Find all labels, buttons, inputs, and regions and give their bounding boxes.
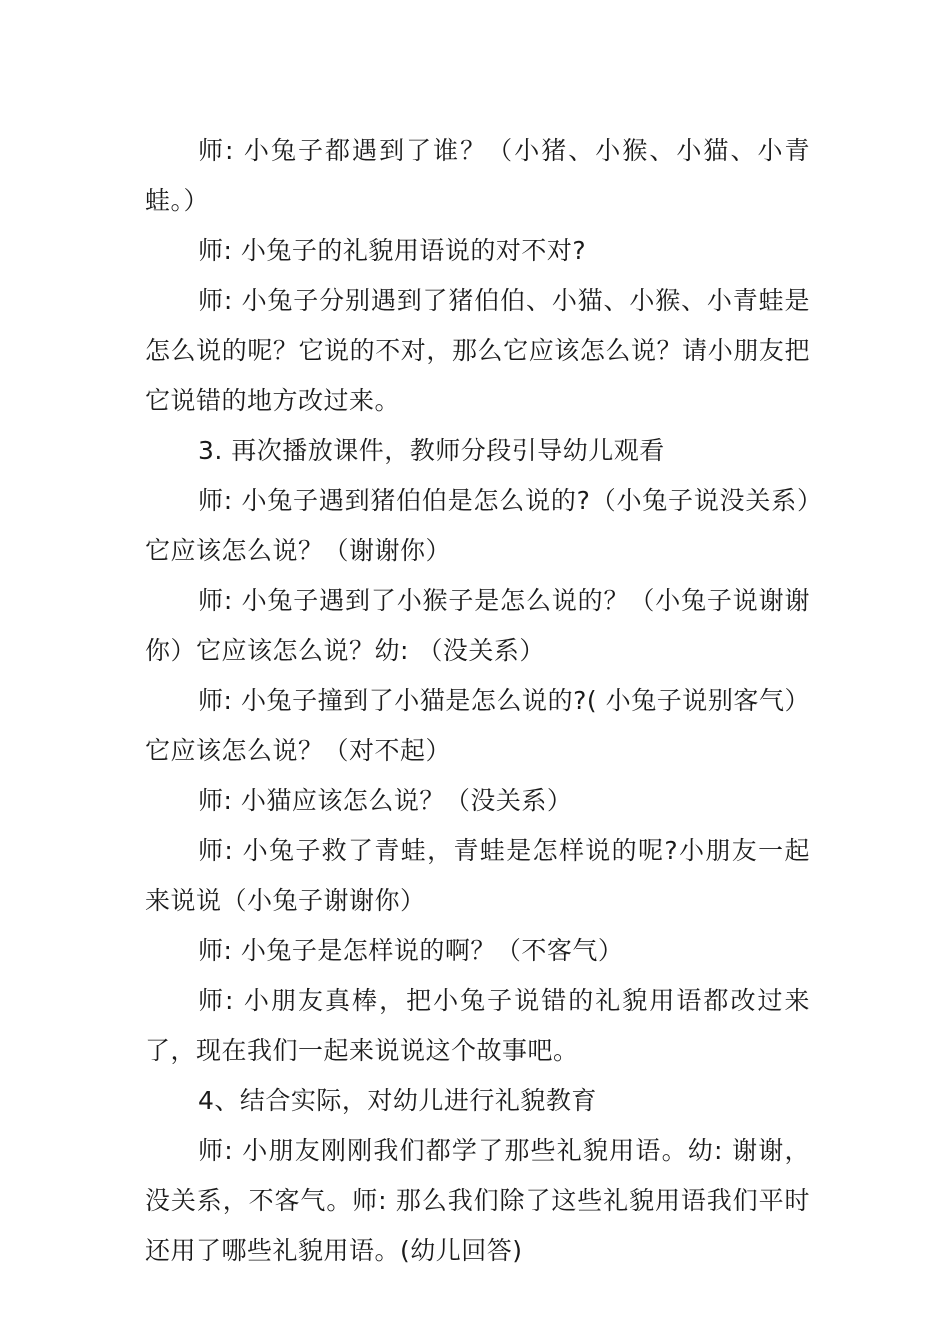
paragraph: 师: 小猫应该怎么说？（没关系） [198, 786, 573, 815]
document-body [145, 126, 810, 1276]
paragraph: 师: 小朋友真棒，把小兔子说错的礼貌用语都改过来了，现在我们一起来说说这个故事吧。 [145, 986, 810, 1065]
section-heading: 3. 再次播放课件，教师分段引导幼儿观看 [198, 436, 665, 465]
paragraph: 师: 小兔子遇到了小猴子是怎么说的？（小兔子说谢谢你）它应该怎么说？幼: （没关系） [145, 586, 810, 665]
paragraph: 师: 小兔子分别遇到了猪伯伯、小猫、小猴、小青蛙是怎么说的呢？它说的不对，那么它应该怎么说？请小朋友把它说错的地方改过来。 [145, 286, 810, 415]
paragraph: 师: 小朋友刚刚我们都学了那些礼貌用语。幼: 谢谢，没关系，不客气。师: 那么我们除了这些礼貌用语我们平时还用了哪些礼貌用语。(幼儿回答) [145, 1136, 810, 1265]
paragraph: 师: 小兔子遇到猪伯伯是怎么说的?（小兔子说没关系）它应该怎么说？（谢谢你） [145, 486, 810, 565]
paragraph: 师: 小兔子是怎样说的啊？（不客气） [198, 936, 624, 965]
paragraph: 师: 小兔子撞到了小猫是怎么说的?( 小兔子说别客气）它应该怎么说？（对不起） [145, 686, 810, 765]
paragraph: 师: 小兔子救了青蛙，青蛙是怎样说的呢?小朋友一起来说说（小兔子谢谢你） [145, 836, 810, 915]
paragraph: 师: 小兔子都遇到了谁？（小猪、小猴、小猫、小青蛙。） [145, 136, 810, 215]
section-heading: 4、结合实际，对幼儿进行礼貌教育 [198, 1086, 597, 1115]
paragraph: 师: 小兔子的礼貌用语说的对不对? [198, 236, 587, 265]
